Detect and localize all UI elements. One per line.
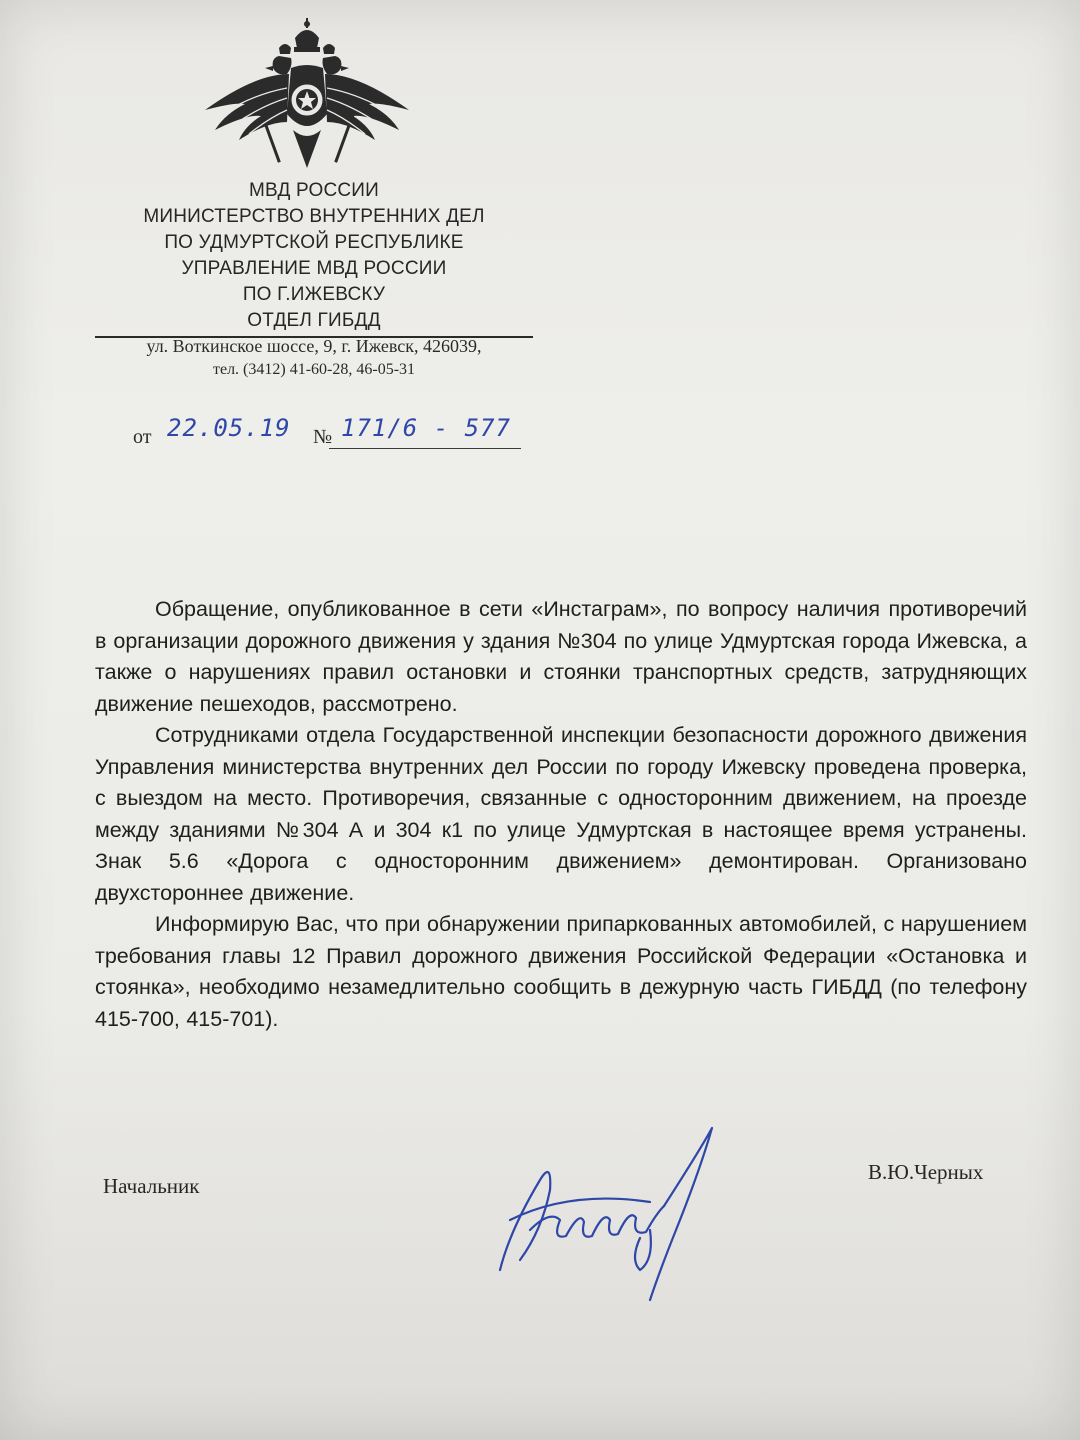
date-value-handwritten: 22.05.19	[167, 414, 291, 442]
letterhead	[95, 178, 533, 338]
letter-body	[95, 594, 1027, 1035]
number-underline	[329, 448, 521, 449]
number-label: №	[313, 426, 333, 448]
letterhead-line-city: ПО Г.ИЖЕВСКУ	[242, 284, 386, 305]
letterhead-contacts	[95, 334, 533, 382]
body-paragraph-2: Сотрудниками отдела Государственной инспекции безопасности дорожного движения Управления министерства внутренних дел России по городу Ижевску проведена проверка, с выездом на место. Противоречия, связанные с односторонним движением, на проезде между зданиями №304 А и 304 к1 по улице Удмуртская в настоящее время устранены. Знак 5.6 «Дорога с односторонним движением» демонтирован. Организовано двухстороннее движение.	[95, 723, 1027, 905]
handwritten-signature-icon	[480, 1110, 730, 1310]
mvd-eagle-emblem-icon	[195, 18, 420, 180]
letterhead-line-directorate: УПРАВЛЕНИЕ МВД РОССИИ	[181, 258, 447, 279]
letterhead-phone: тел. (3412) 41-60-28, 46-05-31	[212, 361, 416, 378]
letterhead-address: ул. Воткинское шоссе, 9, г. Ижевск, 426039,	[146, 336, 482, 356]
signatory-position: Начальник	[103, 1174, 200, 1198]
number-value-handwritten: 171/6 - 577	[341, 414, 511, 442]
reference-line	[133, 412, 533, 462]
signatory-name: В.Ю.Черных	[868, 1160, 984, 1184]
letterhead-line-ministry-short: МВД РОССИИ	[248, 180, 380, 201]
letterhead-line-department: ОТДЕЛ ГИБДД	[247, 310, 381, 331]
body-paragraph-1: Обращение, опубликованное в сети «Инстаграм», по вопросу наличия противоречий в организации дорожного движения у здания №304 по улице Удмуртская города Ижевска, а также о нарушениях правил остановки и стоянки транспортных средств, затрудняющих движение пешеходов, рассмотрено.	[95, 597, 1027, 716]
letterhead-line-republic: ПО УДМУРТСКОЙ РЕСПУБЛИКЕ	[164, 232, 464, 253]
body-paragraph-3: Информирую Вас, что при обнаружении припаркованных автомобилей, с нарушением требования главы 12 Правил дорожного движения Российской Федерации «Остановка и стоянка», необходимо незамедлительно сообщить в дежурную часть ГИБДД (по телефону 415-700, 415-701).	[95, 912, 1027, 1031]
letterhead-line-ministry-full: МИНИСТЕРСТВО ВНУТРЕННИХ ДЕЛ	[143, 206, 485, 227]
date-label: от	[133, 426, 152, 448]
